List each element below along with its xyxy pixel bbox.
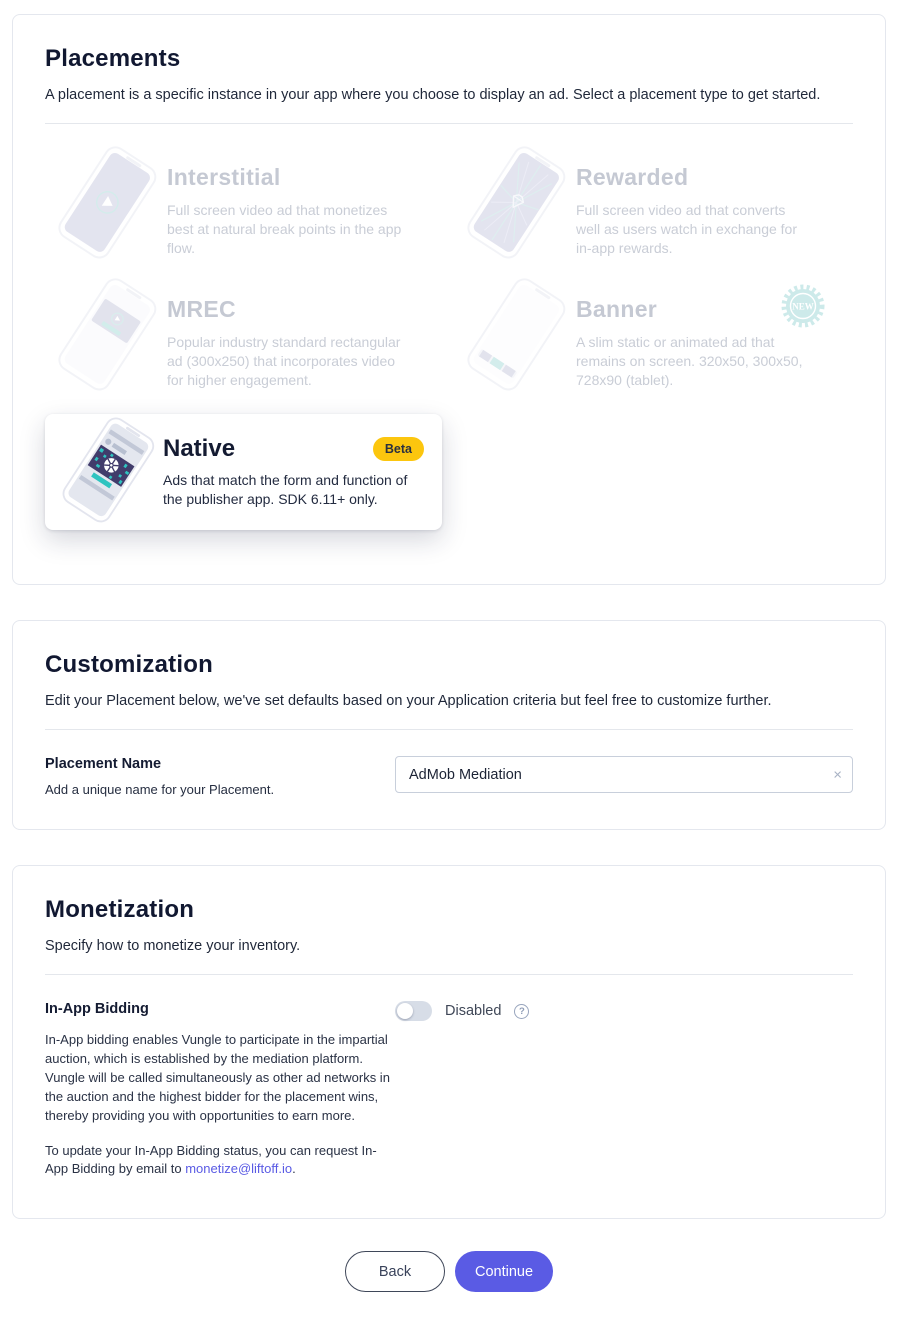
back-button[interactable]: Back (345, 1251, 445, 1292)
option-desc-native: Ads that match the form and function of the publisher app. SDK 6.11+ only. (163, 472, 408, 508)
in-app-bidding-label: In-App Bidding (45, 1001, 149, 1018)
option-desc-rewarded: Full screen video ad that converts well as users watch in exchange for in-app rewards. (576, 202, 797, 257)
option-title-native: Native (163, 435, 236, 463)
footer-actions (0, 1251, 898, 1292)
option-desc-mrec: Popular industry standard rectangular ad (300x250) that incorporates video for higher engagement. (167, 334, 401, 389)
placement-name-input-wrap (395, 756, 853, 793)
placements-subtitle: A placement is a specific instance in your app where you choose to display an ad. Select a placement type to get started. (45, 87, 821, 103)
clear-input-icon[interactable]: × (833, 766, 842, 784)
native-phone-icon (51, 422, 163, 522)
placement-option-rewarded[interactable] (454, 150, 853, 258)
customization-title: Customization (45, 651, 213, 678)
option-desc-interstitial: Full screen video ad that monetizes best at natural break points in the app flow. (167, 202, 402, 257)
in-app-bidding-request-text: To update your In-App Bidding status, you can request In-App Bidding by email to monetize@liftoff.io. (45, 1142, 377, 1177)
placement-options-grid (45, 150, 853, 530)
interstitial-phone-icon (45, 150, 167, 258)
customization-subtitle: Edit your Placement below, we've set defaults based on your Application criteria but feel free to customize further. (45, 693, 772, 709)
option-title-interstitial: Interstitial (167, 164, 281, 191)
banner-phone-icon (454, 282, 576, 390)
placement-name-row (45, 756, 853, 797)
placement-option-banner[interactable] (454, 282, 853, 390)
option-title-mrec: MREC (167, 296, 236, 323)
mrec-phone-icon (45, 282, 167, 390)
option-title-rewarded: Rewarded (576, 164, 689, 191)
in-app-bidding-toggle-row (395, 1001, 853, 1021)
placements-card (12, 14, 886, 585)
option-desc-banner: A slim static or animated ad that remains on screen. 320x50, 300x50, 728x90 (tablet). (576, 334, 803, 389)
monetization-card (12, 865, 886, 1219)
placement-option-interstitial[interactable] (45, 150, 444, 258)
placement-name-help: Add a unique name for your Placement. (45, 782, 275, 798)
placement-option-native[interactable] (45, 414, 442, 530)
divider (45, 123, 853, 124)
divider (45, 974, 853, 975)
toggle-knob (397, 1003, 413, 1019)
customization-card (12, 620, 886, 830)
in-app-bidding-toggle[interactable] (395, 1001, 432, 1021)
divider (45, 729, 853, 730)
toggle-state-label: Disabled (445, 1003, 502, 1020)
continue-button[interactable]: Continue (455, 1251, 553, 1292)
monetization-subtitle: Specify how to monetize your inventory. (45, 938, 301, 954)
monetize-email-link[interactable]: monetize@liftoff.io (185, 1161, 293, 1177)
monetization-title: Monetization (45, 896, 195, 923)
new-badge (781, 284, 825, 333)
placement-name-label: Placement Name (45, 756, 162, 773)
placements-title: Placements (45, 45, 181, 72)
option-title-banner: Banner (576, 296, 658, 323)
svg-text:NEW: NEW (792, 301, 814, 312)
placement-name-input[interactable] (396, 767, 852, 783)
rewarded-phone-icon (454, 150, 576, 258)
in-app-bidding-row (45, 1001, 853, 1179)
help-icon[interactable]: ? (514, 1004, 529, 1019)
placement-option-mrec[interactable] (45, 282, 444, 390)
in-app-bidding-description: In-App bidding enables Vungle to participate in the impartial auction, which is established by the mediation platform. Vungle will be called simultaneously as other ad networks in the auction and the highest bidder for the placement wins, thereby providing you with opportunities to earn more. (45, 1032, 390, 1123)
beta-badge: Beta (373, 437, 424, 461)
